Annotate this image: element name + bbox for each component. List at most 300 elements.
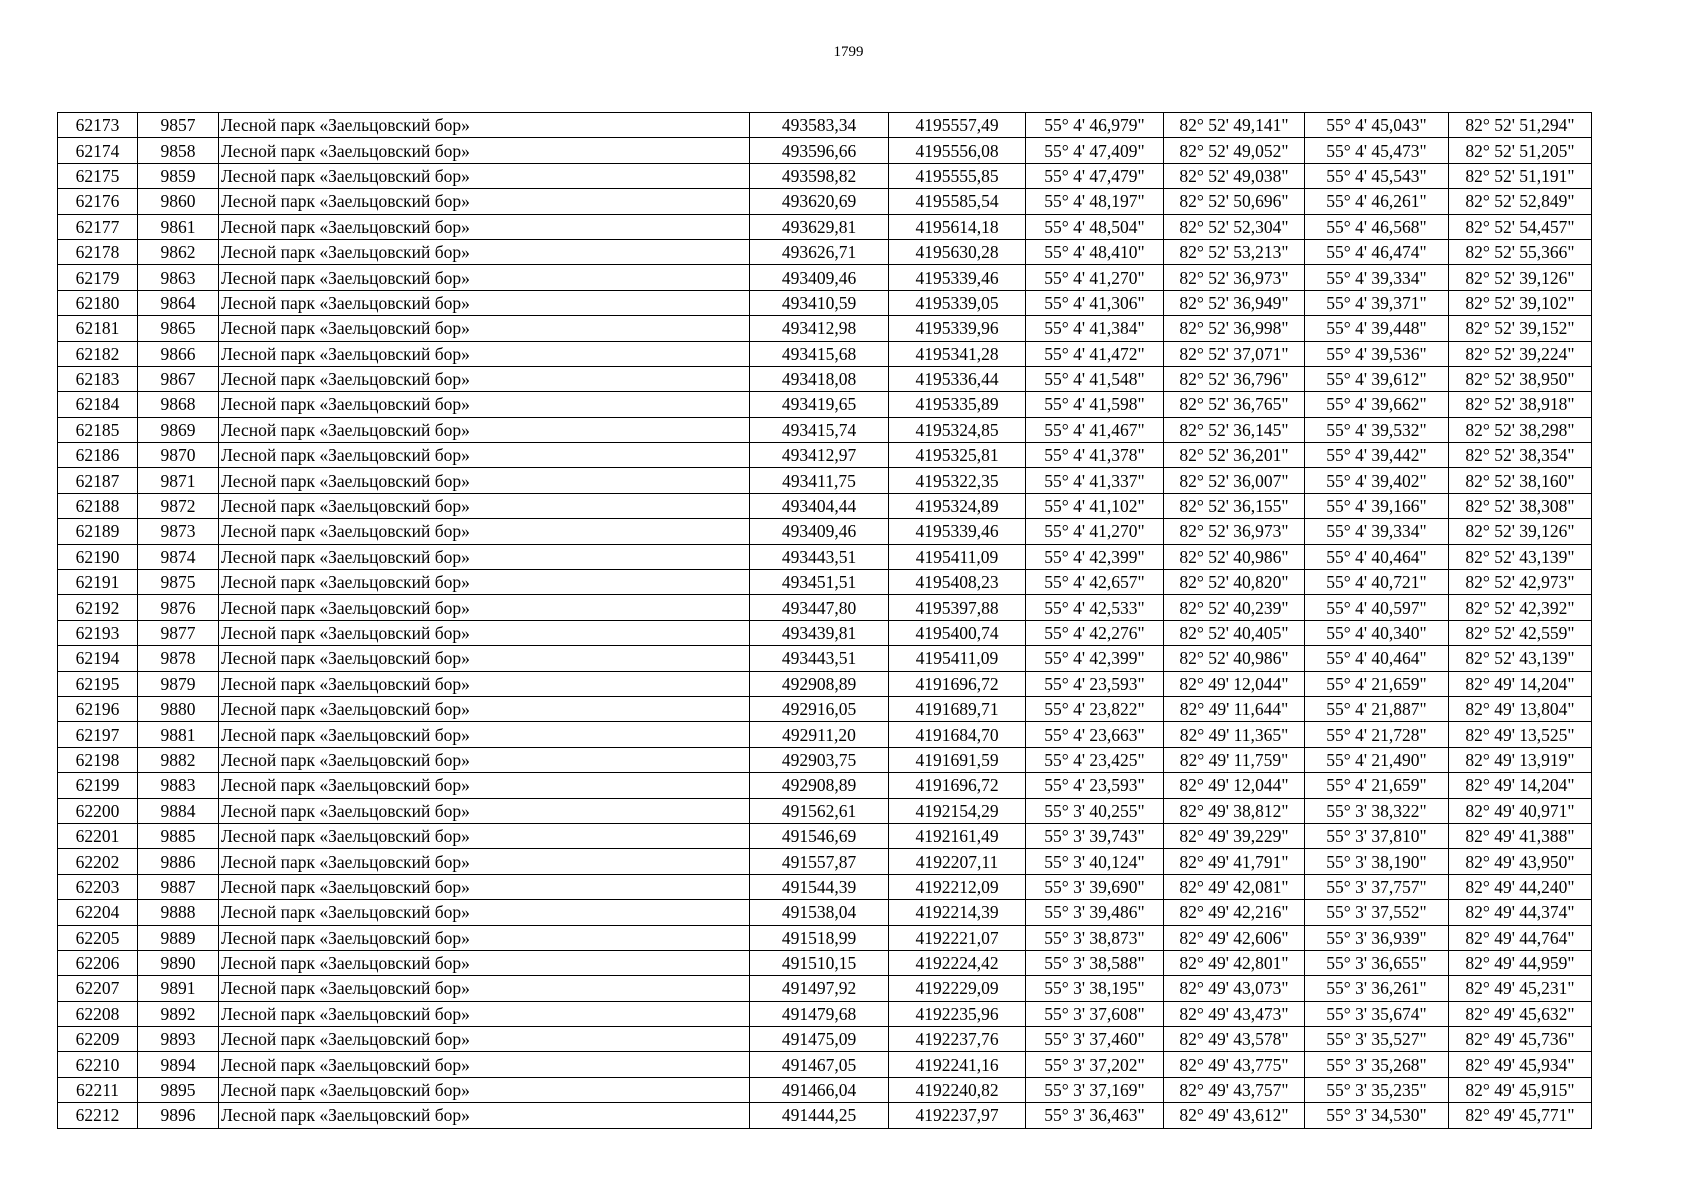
latitude-2-cell: 55° 4' 46,568"	[1305, 214, 1449, 239]
object-name-cell: Лесной парк «Заельцовский бор»	[219, 747, 750, 772]
table-row	[58, 747, 1592, 772]
longitude-2-cell: 82° 52' 54,457"	[1449, 214, 1592, 239]
point-number-cell: 9896	[138, 1103, 219, 1128]
object-name-cell: Лесной парк «Заельцовский бор»	[219, 595, 750, 620]
latitude-1-cell: 55° 4' 41,598"	[1026, 392, 1164, 417]
object-name-cell: Лесной парк «Заельцовский бор»	[219, 823, 750, 848]
row-number-cell: 62183	[58, 366, 138, 391]
point-number-cell: 9887	[138, 874, 219, 899]
latitude-2-cell: 55° 4' 39,334"	[1305, 265, 1449, 290]
point-number-cell: 9891	[138, 976, 219, 1001]
point-number-cell: 9875	[138, 570, 219, 595]
latitude-2-cell: 55° 4' 40,464"	[1305, 544, 1449, 569]
x-coordinate-cell: 491479,68	[750, 1001, 889, 1026]
point-number-cell: 9895	[138, 1077, 219, 1102]
latitude-2-cell: 55° 3' 37,810"	[1305, 823, 1449, 848]
row-number-cell: 62185	[58, 417, 138, 442]
point-number-cell: 9871	[138, 468, 219, 493]
row-number-cell: 62180	[58, 290, 138, 315]
y-coordinate-cell: 4195336,44	[889, 366, 1026, 391]
object-name-cell: Лесной парк «Заельцовский бор»	[219, 1027, 750, 1052]
y-coordinate-cell: 4191689,71	[889, 696, 1026, 721]
table-row	[58, 417, 1592, 442]
longitude-1-cell: 82° 49' 11,759"	[1164, 747, 1305, 772]
latitude-2-cell: 55° 3' 36,939"	[1305, 925, 1449, 950]
object-name-cell: Лесной парк «Заельцовский бор»	[219, 798, 750, 823]
object-name-cell: Лесной парк «Заельцовский бор»	[219, 1001, 750, 1026]
y-coordinate-cell: 4195341,28	[889, 341, 1026, 366]
longitude-1-cell: 82° 49' 43,578"	[1164, 1027, 1305, 1052]
longitude-1-cell: 82° 52' 36,145"	[1164, 417, 1305, 442]
y-coordinate-cell: 4195397,88	[889, 595, 1026, 620]
object-name-cell: Лесной парк «Заельцовский бор»	[219, 620, 750, 645]
longitude-1-cell: 82° 52' 36,155"	[1164, 493, 1305, 518]
x-coordinate-cell: 493410,59	[750, 290, 889, 315]
object-name-cell: Лесной парк «Заельцовский бор»	[219, 417, 750, 442]
table-row	[58, 239, 1592, 264]
latitude-1-cell: 55° 4' 42,399"	[1026, 646, 1164, 671]
longitude-1-cell: 82° 49' 12,044"	[1164, 773, 1305, 798]
y-coordinate-cell: 4195630,28	[889, 239, 1026, 264]
point-number-cell: 9879	[138, 671, 219, 696]
point-number-cell: 9878	[138, 646, 219, 671]
latitude-2-cell: 55° 3' 37,757"	[1305, 874, 1449, 899]
row-number-cell: 62186	[58, 443, 138, 468]
y-coordinate-cell: 4192235,96	[889, 1001, 1026, 1026]
row-number-cell: 62203	[58, 874, 138, 899]
latitude-1-cell: 55° 4' 41,270"	[1026, 265, 1164, 290]
latitude-1-cell: 55° 4' 42,533"	[1026, 595, 1164, 620]
longitude-2-cell: 82° 52' 38,918"	[1449, 392, 1592, 417]
object-name-cell: Лесной парк «Заельцовский бор»	[219, 696, 750, 721]
y-coordinate-cell: 4195339,05	[889, 290, 1026, 315]
object-name-cell: Лесной парк «Заельцовский бор»	[219, 900, 750, 925]
x-coordinate-cell: 493629,81	[750, 214, 889, 239]
point-number-cell: 9858	[138, 138, 219, 163]
x-coordinate-cell: 493415,74	[750, 417, 889, 442]
row-number-cell: 62175	[58, 163, 138, 188]
row-number-cell: 62191	[58, 570, 138, 595]
table-row	[58, 798, 1592, 823]
latitude-1-cell: 55° 3' 39,743"	[1026, 823, 1164, 848]
table-row	[58, 874, 1592, 899]
x-coordinate-cell: 493447,80	[750, 595, 889, 620]
row-number-cell: 62177	[58, 214, 138, 239]
latitude-1-cell: 55° 3' 38,195"	[1026, 976, 1164, 1001]
longitude-1-cell: 82° 49' 42,081"	[1164, 874, 1305, 899]
object-name-cell: Лесной парк «Заельцовский бор»	[219, 950, 750, 975]
point-number-cell: 9876	[138, 595, 219, 620]
x-coordinate-cell: 493439,81	[750, 620, 889, 645]
row-number-cell: 62179	[58, 265, 138, 290]
point-number-cell: 9885	[138, 823, 219, 848]
row-number-cell: 62176	[58, 189, 138, 214]
table-row	[58, 443, 1592, 468]
object-name-cell: Лесной парк «Заельцовский бор»	[219, 849, 750, 874]
latitude-1-cell: 55° 4' 41,384"	[1026, 316, 1164, 341]
latitude-1-cell: 55° 4' 41,102"	[1026, 493, 1164, 518]
table-row	[58, 214, 1592, 239]
x-coordinate-cell: 493415,68	[750, 341, 889, 366]
latitude-1-cell: 55° 4' 42,657"	[1026, 570, 1164, 595]
y-coordinate-cell: 4195339,46	[889, 519, 1026, 544]
longitude-1-cell: 82° 49' 43,073"	[1164, 976, 1305, 1001]
x-coordinate-cell: 492916,05	[750, 696, 889, 721]
row-number-cell: 62184	[58, 392, 138, 417]
point-number-cell: 9888	[138, 900, 219, 925]
longitude-2-cell: 82° 52' 38,308"	[1449, 493, 1592, 518]
x-coordinate-cell: 493411,75	[750, 468, 889, 493]
longitude-1-cell: 82° 49' 42,801"	[1164, 950, 1305, 975]
longitude-1-cell: 82° 52' 50,696"	[1164, 189, 1305, 214]
latitude-1-cell: 55° 3' 37,169"	[1026, 1077, 1164, 1102]
row-number-cell: 62210	[58, 1052, 138, 1077]
latitude-1-cell: 55° 4' 41,472"	[1026, 341, 1164, 366]
row-number-cell: 62187	[58, 468, 138, 493]
table-row	[58, 722, 1592, 747]
y-coordinate-cell: 4195324,85	[889, 417, 1026, 442]
table-row	[58, 671, 1592, 696]
y-coordinate-cell: 4195322,35	[889, 468, 1026, 493]
page-number: 1799	[833, 44, 864, 60]
object-name-cell: Лесной парк «Заельцовский бор»	[219, 138, 750, 163]
longitude-2-cell: 82° 52' 39,152"	[1449, 316, 1592, 341]
table-row	[58, 950, 1592, 975]
row-number-cell: 62195	[58, 671, 138, 696]
object-name-cell: Лесной парк «Заельцовский бор»	[219, 773, 750, 798]
longitude-2-cell: 82° 49' 13,525"	[1449, 722, 1592, 747]
row-number-cell: 62200	[58, 798, 138, 823]
longitude-1-cell: 82° 52' 40,820"	[1164, 570, 1305, 595]
y-coordinate-cell: 4195557,49	[889, 113, 1026, 138]
point-number-cell: 9889	[138, 925, 219, 950]
latitude-2-cell: 55° 4' 45,543"	[1305, 163, 1449, 188]
x-coordinate-cell: 493620,69	[750, 189, 889, 214]
longitude-2-cell: 82° 52' 51,294"	[1449, 113, 1592, 138]
longitude-1-cell: 82° 49' 43,775"	[1164, 1052, 1305, 1077]
longitude-2-cell: 82° 49' 13,804"	[1449, 696, 1592, 721]
y-coordinate-cell: 4191696,72	[889, 773, 1026, 798]
latitude-1-cell: 55° 4' 42,399"	[1026, 544, 1164, 569]
longitude-1-cell: 82° 49' 43,612"	[1164, 1103, 1305, 1128]
x-coordinate-cell: 491444,25	[750, 1103, 889, 1128]
table-row	[58, 366, 1592, 391]
latitude-1-cell: 55° 3' 37,608"	[1026, 1001, 1164, 1026]
longitude-1-cell: 82° 52' 36,998"	[1164, 316, 1305, 341]
longitude-2-cell: 82° 52' 42,973"	[1449, 570, 1592, 595]
table-row	[58, 900, 1592, 925]
x-coordinate-cell: 492908,89	[750, 773, 889, 798]
y-coordinate-cell: 4195408,23	[889, 570, 1026, 595]
object-name-cell: Лесной парк «Заельцовский бор»	[219, 1052, 750, 1077]
point-number-cell: 9872	[138, 493, 219, 518]
latitude-2-cell: 55° 4' 21,659"	[1305, 671, 1449, 696]
longitude-2-cell: 82° 49' 14,204"	[1449, 671, 1592, 696]
latitude-2-cell: 55° 3' 37,552"	[1305, 900, 1449, 925]
longitude-1-cell: 82° 52' 36,201"	[1164, 443, 1305, 468]
row-number-cell: 62174	[58, 138, 138, 163]
point-number-cell: 9867	[138, 366, 219, 391]
y-coordinate-cell: 4191691,59	[889, 747, 1026, 772]
y-coordinate-cell: 4195555,85	[889, 163, 1026, 188]
latitude-1-cell: 55° 4' 41,378"	[1026, 443, 1164, 468]
longitude-1-cell: 82° 52' 37,071"	[1164, 341, 1305, 366]
latitude-2-cell: 55° 4' 39,536"	[1305, 341, 1449, 366]
table-row	[58, 290, 1592, 315]
x-coordinate-cell: 491557,87	[750, 849, 889, 874]
y-coordinate-cell: 4195325,81	[889, 443, 1026, 468]
point-number-cell: 9861	[138, 214, 219, 239]
row-number-cell: 62197	[58, 722, 138, 747]
longitude-2-cell: 82° 49' 14,204"	[1449, 773, 1592, 798]
object-name-cell: Лесной парк «Заельцовский бор»	[219, 722, 750, 747]
latitude-2-cell: 55° 3' 35,674"	[1305, 1001, 1449, 1026]
table-row	[58, 976, 1592, 1001]
y-coordinate-cell: 4192212,09	[889, 874, 1026, 899]
longitude-2-cell: 82° 49' 45,934"	[1449, 1052, 1592, 1077]
latitude-2-cell: 55° 4' 46,474"	[1305, 239, 1449, 264]
object-name-cell: Лесной парк «Заельцовский бор»	[219, 1077, 750, 1102]
longitude-2-cell: 82° 52' 51,191"	[1449, 163, 1592, 188]
longitude-1-cell: 82° 52' 40,405"	[1164, 620, 1305, 645]
longitude-1-cell: 82° 52' 53,213"	[1164, 239, 1305, 264]
object-name-cell: Лесной парк «Заельцовский бор»	[219, 1103, 750, 1128]
table-row	[58, 925, 1592, 950]
longitude-2-cell: 82° 49' 45,231"	[1449, 976, 1592, 1001]
point-number-cell: 9884	[138, 798, 219, 823]
row-number-cell: 62201	[58, 823, 138, 848]
longitude-2-cell: 82° 52' 52,849"	[1449, 189, 1592, 214]
object-name-cell: Лесной парк «Заельцовский бор»	[219, 976, 750, 1001]
point-number-cell: 9894	[138, 1052, 219, 1077]
y-coordinate-cell: 4192241,16	[889, 1052, 1026, 1077]
latitude-2-cell: 55° 4' 40,464"	[1305, 646, 1449, 671]
longitude-1-cell: 82° 49' 43,473"	[1164, 1001, 1305, 1026]
latitude-1-cell: 55° 4' 48,197"	[1026, 189, 1164, 214]
longitude-2-cell: 82° 49' 44,374"	[1449, 900, 1592, 925]
longitude-2-cell: 82° 52' 39,126"	[1449, 519, 1592, 544]
x-coordinate-cell: 491546,69	[750, 823, 889, 848]
x-coordinate-cell: 493583,34	[750, 113, 889, 138]
object-name-cell: Лесной парк «Заельцовский бор»	[219, 493, 750, 518]
latitude-1-cell: 55° 4' 23,663"	[1026, 722, 1164, 747]
y-coordinate-cell: 4192214,39	[889, 900, 1026, 925]
latitude-1-cell: 55° 4' 23,593"	[1026, 773, 1164, 798]
table-row	[58, 823, 1592, 848]
table-row	[58, 595, 1592, 620]
x-coordinate-cell: 491497,92	[750, 976, 889, 1001]
object-name-cell: Лесной парк «Заельцовский бор»	[219, 570, 750, 595]
table-row	[58, 265, 1592, 290]
y-coordinate-cell: 4195339,46	[889, 265, 1026, 290]
longitude-2-cell: 82° 52' 38,354"	[1449, 443, 1592, 468]
x-coordinate-cell: 493443,51	[750, 646, 889, 671]
longitude-1-cell: 82° 49' 39,229"	[1164, 823, 1305, 848]
point-number-cell: 9862	[138, 239, 219, 264]
row-number-cell: 62190	[58, 544, 138, 569]
point-number-cell: 9883	[138, 773, 219, 798]
x-coordinate-cell: 491467,05	[750, 1052, 889, 1077]
longitude-1-cell: 82° 52' 36,765"	[1164, 392, 1305, 417]
longitude-2-cell: 82° 52' 39,126"	[1449, 265, 1592, 290]
latitude-2-cell: 55° 4' 21,490"	[1305, 747, 1449, 772]
longitude-1-cell: 82° 49' 11,365"	[1164, 722, 1305, 747]
latitude-2-cell: 55° 4' 39,402"	[1305, 468, 1449, 493]
latitude-2-cell: 55° 4' 45,043"	[1305, 113, 1449, 138]
point-number-cell: 9865	[138, 316, 219, 341]
latitude-1-cell: 55° 4' 48,504"	[1026, 214, 1164, 239]
row-number-cell: 62205	[58, 925, 138, 950]
longitude-2-cell: 82° 49' 44,959"	[1449, 950, 1592, 975]
table-row	[58, 1027, 1592, 1052]
table-row	[58, 341, 1592, 366]
object-name-cell: Лесной парк «Заельцовский бор»	[219, 874, 750, 899]
latitude-2-cell: 55° 3' 34,530"	[1305, 1103, 1449, 1128]
latitude-1-cell: 55° 4' 42,276"	[1026, 620, 1164, 645]
point-number-cell: 9868	[138, 392, 219, 417]
latitude-2-cell: 55° 4' 21,659"	[1305, 773, 1449, 798]
longitude-1-cell: 82° 52' 40,239"	[1164, 595, 1305, 620]
table-row	[58, 544, 1592, 569]
table-body	[58, 113, 1592, 1129]
object-name-cell: Лесной парк «Заельцовский бор»	[219, 392, 750, 417]
row-number-cell: 62202	[58, 849, 138, 874]
latitude-2-cell: 55° 4' 39,448"	[1305, 316, 1449, 341]
longitude-2-cell: 82° 52' 42,392"	[1449, 595, 1592, 620]
longitude-1-cell: 82° 49' 42,606"	[1164, 925, 1305, 950]
point-number-cell: 9877	[138, 620, 219, 645]
table-row	[58, 1077, 1592, 1102]
object-name-cell: Лесной парк «Заельцовский бор»	[219, 544, 750, 569]
table-row	[58, 849, 1592, 874]
row-number-cell: 62211	[58, 1077, 138, 1102]
object-name-cell: Лесной парк «Заельцовский бор»	[219, 443, 750, 468]
latitude-1-cell: 55° 3' 40,255"	[1026, 798, 1164, 823]
longitude-1-cell: 82° 52' 36,973"	[1164, 519, 1305, 544]
y-coordinate-cell: 4192224,42	[889, 950, 1026, 975]
x-coordinate-cell: 491544,39	[750, 874, 889, 899]
row-number-cell: 62196	[58, 696, 138, 721]
point-number-cell: 9882	[138, 747, 219, 772]
longitude-1-cell: 82° 52' 49,038"	[1164, 163, 1305, 188]
y-coordinate-cell: 4195411,09	[889, 544, 1026, 569]
longitude-1-cell: 82° 49' 12,044"	[1164, 671, 1305, 696]
x-coordinate-cell: 493626,71	[750, 239, 889, 264]
row-number-cell: 62189	[58, 519, 138, 544]
latitude-2-cell: 55° 3' 36,655"	[1305, 950, 1449, 975]
longitude-2-cell: 82° 49' 41,388"	[1449, 823, 1592, 848]
y-coordinate-cell: 4192154,29	[889, 798, 1026, 823]
latitude-2-cell: 55° 4' 39,612"	[1305, 366, 1449, 391]
latitude-1-cell: 55° 4' 41,548"	[1026, 366, 1164, 391]
x-coordinate-cell: 491538,04	[750, 900, 889, 925]
latitude-2-cell: 55° 4' 39,662"	[1305, 392, 1449, 417]
object-name-cell: Лесной парк «Заельцовский бор»	[219, 646, 750, 671]
x-coordinate-cell: 493418,08	[750, 366, 889, 391]
table-row	[58, 1103, 1592, 1128]
latitude-2-cell: 55° 3' 35,235"	[1305, 1077, 1449, 1102]
y-coordinate-cell: 4195339,96	[889, 316, 1026, 341]
row-number-cell: 62212	[58, 1103, 138, 1128]
longitude-2-cell: 82° 49' 44,764"	[1449, 925, 1592, 950]
object-name-cell: Лесной парк «Заельцовский бор»	[219, 214, 750, 239]
row-number-cell: 62182	[58, 341, 138, 366]
longitude-2-cell: 82° 52' 43,139"	[1449, 646, 1592, 671]
row-number-cell: 62173	[58, 113, 138, 138]
row-number-cell: 62194	[58, 646, 138, 671]
longitude-2-cell: 82° 52' 42,559"	[1449, 620, 1592, 645]
longitude-1-cell: 82° 52' 52,304"	[1164, 214, 1305, 239]
table-row	[58, 1001, 1592, 1026]
latitude-2-cell: 55° 4' 45,473"	[1305, 138, 1449, 163]
x-coordinate-cell: 493409,46	[750, 519, 889, 544]
longitude-1-cell: 82° 52' 36,007"	[1164, 468, 1305, 493]
point-number-cell: 9892	[138, 1001, 219, 1026]
row-number-cell: 62199	[58, 773, 138, 798]
latitude-1-cell: 55° 4' 23,593"	[1026, 671, 1164, 696]
y-coordinate-cell: 4192221,07	[889, 925, 1026, 950]
latitude-2-cell: 55° 3' 35,527"	[1305, 1027, 1449, 1052]
latitude-1-cell: 55° 4' 47,479"	[1026, 163, 1164, 188]
x-coordinate-cell: 493404,44	[750, 493, 889, 518]
longitude-1-cell: 82° 49' 41,791"	[1164, 849, 1305, 874]
longitude-1-cell: 82° 52' 36,796"	[1164, 366, 1305, 391]
y-coordinate-cell: 4192207,11	[889, 849, 1026, 874]
longitude-2-cell: 82° 49' 45,736"	[1449, 1027, 1592, 1052]
x-coordinate-cell: 491562,61	[750, 798, 889, 823]
longitude-1-cell: 82° 52' 36,949"	[1164, 290, 1305, 315]
longitude-2-cell: 82° 52' 39,102"	[1449, 290, 1592, 315]
latitude-2-cell: 55° 4' 39,371"	[1305, 290, 1449, 315]
latitude-1-cell: 55° 4' 41,337"	[1026, 468, 1164, 493]
point-number-cell: 9881	[138, 722, 219, 747]
row-number-cell: 62178	[58, 239, 138, 264]
longitude-2-cell: 82° 52' 38,950"	[1449, 366, 1592, 391]
object-name-cell: Лесной парк «Заельцовский бор»	[219, 519, 750, 544]
object-name-cell: Лесной парк «Заельцовский бор»	[219, 113, 750, 138]
row-number-cell: 62181	[58, 316, 138, 341]
object-name-cell: Лесной парк «Заельцовский бор»	[219, 341, 750, 366]
point-number-cell: 9863	[138, 265, 219, 290]
latitude-2-cell: 55° 4' 39,334"	[1305, 519, 1449, 544]
longitude-2-cell: 82° 49' 40,971"	[1449, 798, 1592, 823]
latitude-2-cell: 55° 4' 39,532"	[1305, 417, 1449, 442]
y-coordinate-cell: 4195324,89	[889, 493, 1026, 518]
latitude-1-cell: 55° 4' 41,467"	[1026, 417, 1164, 442]
table-row	[58, 316, 1592, 341]
object-name-cell: Лесной парк «Заельцовский бор»	[219, 925, 750, 950]
longitude-1-cell: 82° 52' 49,052"	[1164, 138, 1305, 163]
latitude-2-cell: 55° 4' 40,721"	[1305, 570, 1449, 595]
table-row	[58, 696, 1592, 721]
object-name-cell: Лесной парк «Заельцовский бор»	[219, 163, 750, 188]
x-coordinate-cell: 491518,99	[750, 925, 889, 950]
table-row	[58, 570, 1592, 595]
y-coordinate-cell: 4195585,54	[889, 189, 1026, 214]
table-row	[58, 163, 1592, 188]
y-coordinate-cell: 4195556,08	[889, 138, 1026, 163]
y-coordinate-cell: 4192240,82	[889, 1077, 1026, 1102]
latitude-1-cell: 55° 3' 39,690"	[1026, 874, 1164, 899]
latitude-1-cell: 55° 4' 41,270"	[1026, 519, 1164, 544]
latitude-2-cell: 55° 3' 35,268"	[1305, 1052, 1449, 1077]
latitude-2-cell: 55° 4' 21,887"	[1305, 696, 1449, 721]
longitude-1-cell: 82° 49' 43,757"	[1164, 1077, 1305, 1102]
x-coordinate-cell: 493409,46	[750, 265, 889, 290]
longitude-1-cell: 82° 49' 42,216"	[1164, 900, 1305, 925]
longitude-2-cell: 82° 49' 44,240"	[1449, 874, 1592, 899]
latitude-2-cell: 55° 3' 38,190"	[1305, 849, 1449, 874]
